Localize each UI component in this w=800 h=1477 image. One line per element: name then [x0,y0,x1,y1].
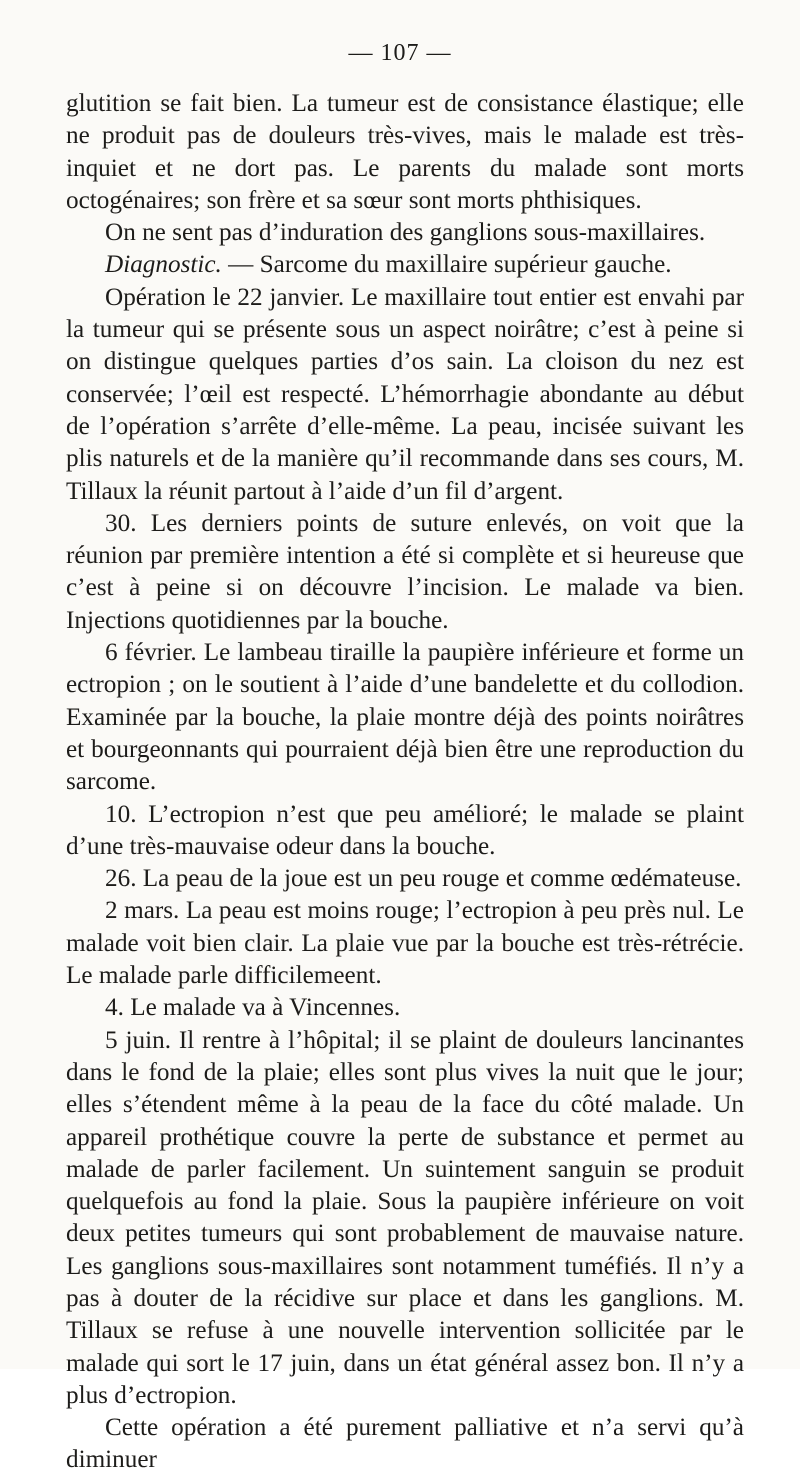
paragraph-diagnostic [66,249,744,281]
paragraph: 5 juin. Il rentre à l’hôpital; il se plaint de douleurs lancinantes dans le fond de la plaie; elles sont plus vives la nuit que le jour; elles s’étendent même à la peau de la face du côté malade. Un appareil prothétique couvre la perte de substance et permet au malade de parler facilement. Un suintement sanguin se produit quelquefois au fond la plaie. Sous la paupière inférieure on voit deux petites tumeurs qui sont probablement de mauvaise nature. Les ganglions sous-maxillaires sont notamment tuméfiés. Il n’y a pas à douter de la récidive sur place et dans les ganglions. M. Tillaux se refuse à une nouvelle intervention sollicitée par le malade qui sort le 17 juin, dans un état général assez bon. Il n’y a plus d’ectropion. [66,1026,744,1409]
diagnostic-heading: Diagnostic. [105,251,222,279]
paragraph: On ne sent pas d’induration des ganglions sous-maxillaires. [105,219,706,247]
paragraph: glutition se fait bien. La tumeur est de consistance élastique; elle ne produit pas de douleurs très-vives, mais le malade est très-inquiet et ne dort pas. Le parents du malade sont morts octogénaires; son frère et sa sœur sont morts phthisiques. [66,90,744,214]
paragraph: 26. La peau de la joue est un peu rouge et comme œdémateuse. [105,865,742,893]
paragraph: Opération le 22 janvier. Le maxillaire tout entier est envahi par la tumeur qui se présente sous un aspect noirâtre; c’est à peine si on distingue quelques parties d’os sain. La cloison du nez est conservée; l’œil est respecté. L’hémorrhagie abondante au début de l’opération s’arrête d’elle-même. La peau, incisée suivant les plis naturels et de la manière qu’il recommande dans ses cours, M. Tillaux la réunit partout à l’aide d’un fil d’argent. [66,283,744,505]
paragraph: 4. Le malade va à Vincennes. [105,994,401,1022]
paragraph: 10. L’ectropion n’est que peu amélioré; le malade se plaint d’une très-mauvaise odeur dans la bouche. [66,800,744,860]
body-text [66,88,744,1477]
paragraph: Cette opération a été purement palliative et n’a servi qu’à diminuer [66,1414,744,1474]
diagnostic-text: — Sarcome du maxillaire supérieur gauche. [221,251,672,279]
paragraph: 6 février. Le lambeau tiraille la paupière inférieure et forme un ectropion ; on le soutient à l’aide d’une bandelette et du collodion. Examinée par la bouche, la plaie montre déjà des points noirâtres et bourgeonnants qui pourraient déjà bien être une reproduction du sarcome. [66,639,744,796]
paragraph: 30. Les derniers points de suture enlevés, on voit que la réunion par première intention a été si complète et si heureuse que c’est à peine si on découvre l’incision. Le malade va bien. Injections quotidiennes par la bouche. [66,509,744,634]
paragraph: 2 mars. La peau est moins rouge; l’ectropion à peu près nul. Le malade voit bien clair. La plaie vue par la bouche est très-rétrécie. Le malade parle difficilemeent. [66,897,744,990]
page-number: — 107 — [348,40,452,66]
